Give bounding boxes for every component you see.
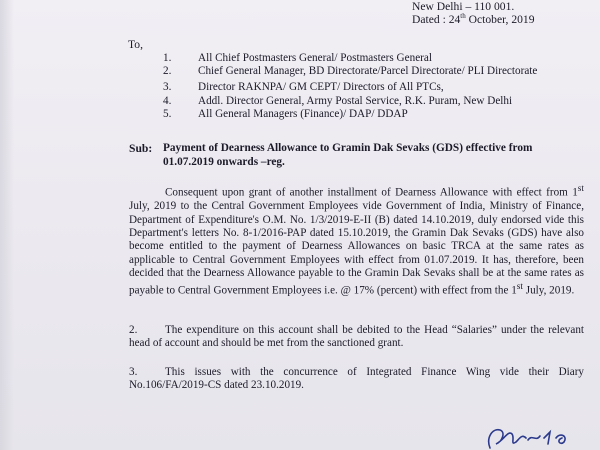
addressee-text: Director RAKNPA/ GM CEPT/ Directors of All PTCs, [198,81,444,94]
paragraph-1: Consequent upon grant of another installment of Dearness Allowance with effect from 1st July, 2019 to the Central Government Employees vide Government of India, Ministry of Finance, Department of Expenditure's O.M. No. 1/3/2019-E-II (B) dated 14.10.2019, duly endorsed vide this Department's letters No. 8-1/2016-PAP dated 15.10.2019, the Gramin Dak Sevaks (GDS) have also become entitled to the payment of Dearness Allowances on basic TRCA at the same rates as applicable to Central Government Employees with effect from 01.07.2019. It has, therefore, been decided that the Dearness Allowance payable to the Gramin Dak Sevaks shall be at the same rates as payable to Central Government Employees i.e. @ 17% (percent) with effect from the 1st July, 2019. [129,184,584,297]
addressee-text: Addl. Director General, Army Postal Service, R.K. Puram, New Delhi [198,94,513,107]
addressee-number: 3. [163,81,172,94]
addressee-item [163,81,583,94]
addressee-list [163,52,583,121]
addressee-text: All General Managers (Finance)/ DAP/ DDAP [198,107,408,120]
paragraph-2: 2. The expenditure on this account shall be debited to the Head “Salaries” under the relevant head of account and should be met from the sanctioned grant. [129,324,584,350]
header-place: New Delhi – 110 001. [412,0,515,13]
addressee-number: 1. [163,52,172,64]
subject-label: Sub: [129,142,153,155]
addressee-item [163,108,583,121]
addressee-number: 4. [163,94,172,107]
addressee-text: All Chief Postmasters General/ Postmasters General [198,52,432,64]
paragraph-3: 3. This issues with the concurrence of Integrated Finance Wing vide their Diary No.106/FA/2019-CS dated 23.10.2019. [129,366,584,392]
addressee-text: Chief General Manager, BD Directorate/Parcel Directorate/ PLI Directorate [198,65,538,78]
paragraph-number: 3. [129,366,138,378]
header-date: Dated : 24th October, 2019 [412,12,535,26]
addressee-number: 2. [163,65,172,78]
scan-shadow [0,0,14,450]
addressee-item [163,95,583,108]
to-label: To, [128,38,143,51]
paragraph-number: 2. [129,324,138,336]
letter-header [412,0,592,26]
signature-mark [482,420,592,450]
addressee-item [163,65,583,78]
addressee-item [163,52,583,65]
addressee-number: 5. [163,107,172,120]
subject-text: Payment of Dearness Allowance to Gramin Dak Sevaks (GDS) effective from 01.07.2019 onwards –reg. [163,142,533,168]
